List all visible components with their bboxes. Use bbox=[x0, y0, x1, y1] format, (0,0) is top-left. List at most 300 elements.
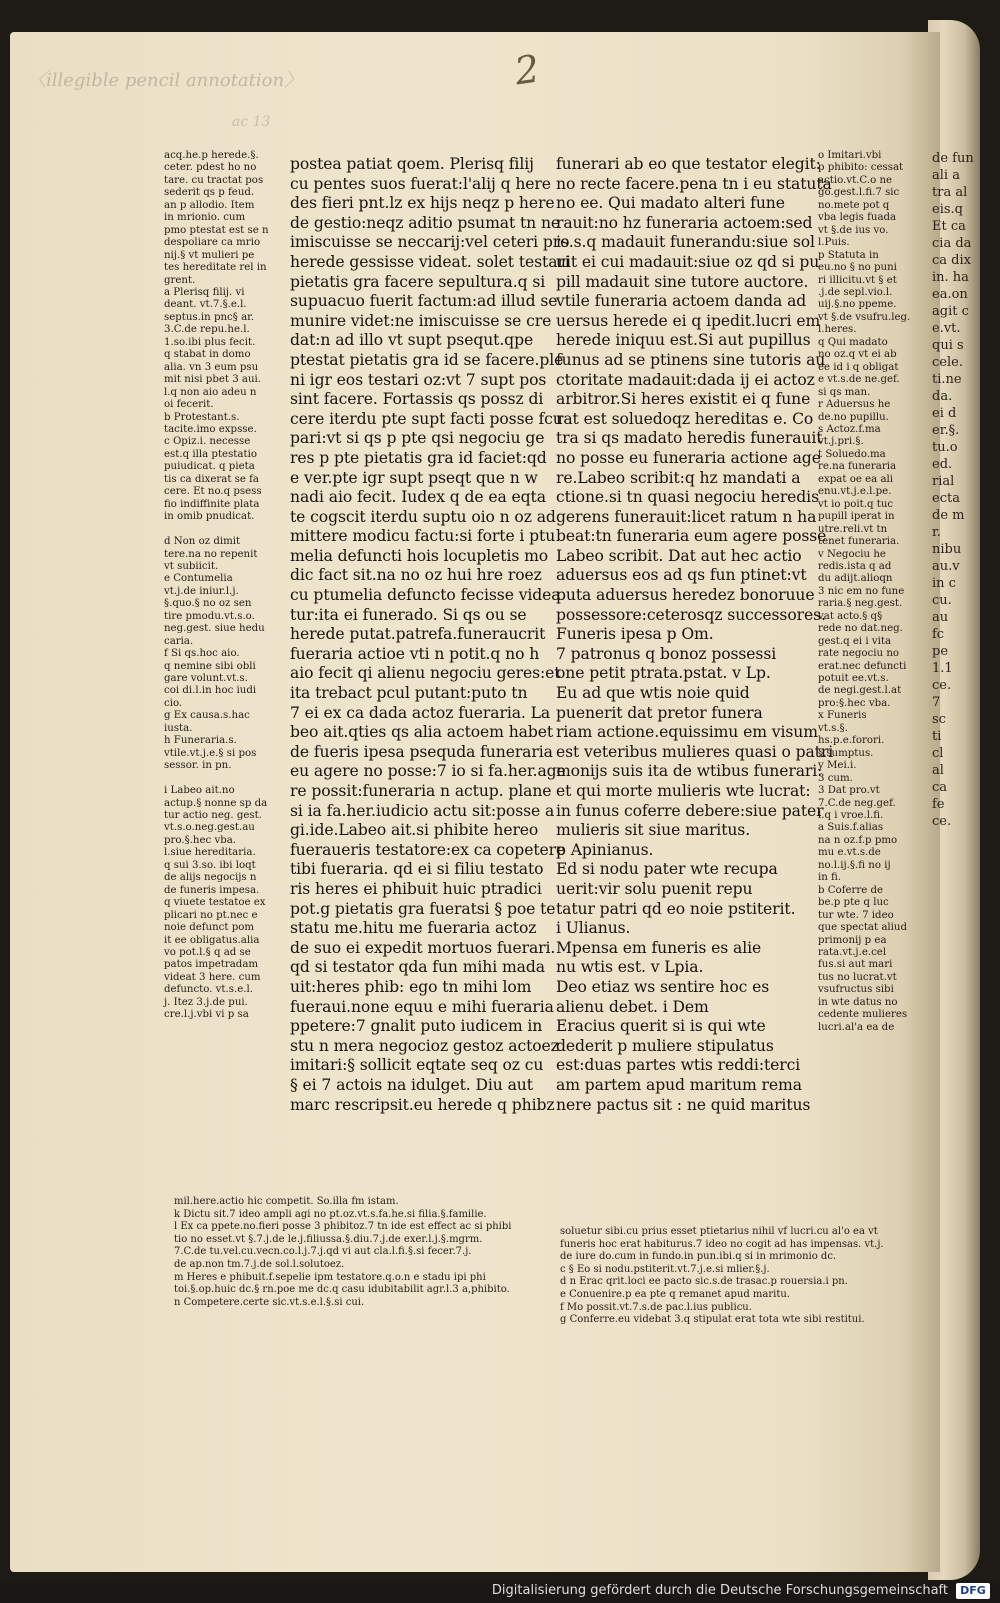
text-line: ita trebact pcul putant:puto tn bbox=[290, 684, 528, 703]
text-line: a Plerisq filij. vi bbox=[164, 286, 245, 298]
text-line: lucri.al'a ea de bbox=[818, 1021, 895, 1033]
text-line: nu wtis est. v Lpia. bbox=[556, 958, 704, 977]
text-line: herede gessisse videat. solet testari bbox=[290, 252, 570, 271]
text-line: uerit:vir solu puenit repu bbox=[556, 879, 753, 898]
text-line: si ia fa.her.iudicio actu sit:posse a bbox=[290, 801, 555, 820]
text-line: it ee obligatus.alia bbox=[164, 934, 260, 946]
text-line: in fi. bbox=[818, 872, 842, 884]
text-line: fus.si aut mari bbox=[818, 959, 893, 971]
text-line: aduersus eos ad qs fun ptinet:vt bbox=[556, 566, 807, 585]
text-line: gerens funerauit:licet ratum n ha bbox=[556, 507, 817, 526]
text-line: §.quo.§ no oz sen bbox=[164, 598, 252, 610]
text-line: cl bbox=[932, 746, 944, 761]
text-line: b Coferre de bbox=[818, 884, 884, 896]
text-line: Labeo scribit. Dat aut hec actio bbox=[556, 546, 802, 565]
text-line: coi di.l.in hoc iudi bbox=[164, 685, 257, 697]
text-line: iusta. bbox=[164, 722, 193, 734]
text-line: Funeris ipesa p Om. bbox=[556, 625, 714, 644]
text-line: est veteribus mulieres quasi o patri bbox=[556, 742, 834, 761]
text-line: 1.1 bbox=[932, 661, 953, 676]
text-line: de funeris impesa. bbox=[164, 884, 260, 896]
text-line: tes hereditate rel in bbox=[164, 262, 267, 274]
text-line: in wte datus no bbox=[818, 996, 898, 1008]
text-line: ti bbox=[932, 729, 942, 744]
text-line: cio. bbox=[164, 697, 183, 709]
text-line: vsufructus sibi bbox=[818, 984, 894, 996]
text-line: tur actio neg. gest. bbox=[164, 810, 262, 822]
text-line: no ee. Qui madato alteri fune bbox=[556, 194, 785, 213]
text-line: fueraui.none equu e mihi fueraria bbox=[290, 997, 554, 1016]
text-line: septus.in pnc§ ar. bbox=[164, 311, 255, 323]
text-line: despoliare ca mrio bbox=[164, 237, 261, 249]
text-line: ceter. pdest ho no bbox=[164, 162, 257, 174]
text-line: i Labeo ait.no bbox=[164, 785, 235, 797]
text-line: defuncto. vt.s.e.l. bbox=[164, 984, 253, 996]
text-line: tio no esset.vt §.7.j.de le.j.filiussa.§.diu.7.j.de exer.l.j.§.mgrm. bbox=[174, 1233, 483, 1245]
text-line: postea patiat qoem. Plerisq filij bbox=[290, 155, 534, 173]
text-line: res p pte pietatis gra id faciet:qd bbox=[290, 448, 547, 467]
text-line: cu. bbox=[932, 593, 952, 608]
text-line: Mpensa em funeris es alie bbox=[556, 938, 762, 957]
text-line: funeris hoc erat habiturus.7 ideo no cogit ad has impensas. vt.j. bbox=[560, 1238, 884, 1250]
text-line: l.q i vroe.l.fi. bbox=[818, 810, 884, 822]
text-line: l.q non aio adeu n bbox=[164, 386, 257, 398]
text-line: dederit p muliere stipulatus bbox=[556, 1036, 774, 1055]
text-line: cia da bbox=[932, 236, 972, 251]
text-line: puta aduersus heredez bonoruue bbox=[556, 586, 815, 605]
dfg-logo: DFG bbox=[956, 1583, 990, 1599]
text-line: mil.here.actio hic competit. So.illa fm istam. bbox=[174, 1196, 399, 1207]
text-line: vo pot.l.§ q ad se bbox=[164, 947, 251, 958]
text-line: toi.§.op.huic dc.§ rn.poe me dc.q casu idubitabilit agr.l.3 a,phibito. bbox=[174, 1284, 510, 1296]
text-line: d Non oz dimit bbox=[164, 536, 241, 548]
text-line: no posse eu funeraria actione age bbox=[556, 448, 821, 467]
text-line: ed. bbox=[932, 457, 953, 472]
text-line: vt §.de ius vo. bbox=[818, 224, 889, 236]
text-line: tire pmodu.vt.s.o. bbox=[164, 610, 255, 622]
text-line: riam actione.equissimu em visum bbox=[556, 723, 818, 742]
text-line: §.sumptus. bbox=[818, 747, 874, 759]
text-line: possessore:ceterosqz successores. bbox=[556, 605, 826, 624]
text-line: pari:vt si qs p pte qsi negociu ge bbox=[290, 429, 545, 448]
text-line: v Negociu he bbox=[818, 548, 886, 560]
text-line: e vt.s.de ne.gef. bbox=[818, 374, 900, 386]
text-line: a Suis.f.alias bbox=[818, 822, 884, 834]
text-line: rauit:no hz funeraria actoem:sed bbox=[556, 213, 813, 232]
text-line: am partem apud maritum rema bbox=[556, 1075, 802, 1094]
text-line: s Actoz.f.ma bbox=[818, 423, 881, 435]
text-line: vt §.de vsufru.leg. bbox=[818, 311, 911, 323]
text-line: vat acto.§ q§ bbox=[818, 610, 883, 622]
text-line: ri illicitu.vt § et bbox=[818, 274, 897, 286]
text-line: l.Puis. bbox=[818, 237, 850, 249]
text-line: go.gest.l.fi.7 sic bbox=[818, 187, 900, 199]
text-line: uit:heres phib: ego tn mihi lom bbox=[290, 977, 532, 996]
text-line: Et ca bbox=[932, 219, 966, 234]
text-line: gi.ide.Labeo ait.si phibite hereo bbox=[290, 821, 539, 840]
text-line: y Mei.i. bbox=[818, 760, 857, 772]
text-line: cedente mulieres bbox=[818, 1009, 908, 1021]
text-line: eu.no § no puni bbox=[818, 262, 897, 274]
text-line: pro:§.hec vba. bbox=[818, 697, 891, 709]
text-line: videat 3 here. cum bbox=[164, 971, 261, 983]
pencil-annotation-2: ac 13 bbox=[232, 114, 271, 130]
text-line: § ei 7 actois na idulget. Diu aut bbox=[290, 1075, 533, 1094]
text-line: no.mete pot q bbox=[818, 199, 890, 211]
text-line: tra si qs madato heredis funerauit bbox=[556, 429, 823, 448]
text-line: re possit:funeraria n actup. plane bbox=[290, 782, 552, 800]
text-line: l.siue hereditaria. bbox=[164, 847, 256, 859]
text-line: p phibito: cessat bbox=[818, 162, 904, 174]
text-line: nibu bbox=[932, 542, 962, 557]
text-line: patos impetradam bbox=[164, 959, 259, 971]
text-line: 3 nic em no fune bbox=[818, 585, 905, 597]
text-line: rate negociu no bbox=[818, 648, 900, 660]
text-line: pupill iperat in bbox=[818, 511, 895, 523]
text-line: marc rescripsit.eu herede q phibz bbox=[290, 1095, 555, 1114]
bottom-right-notes bbox=[560, 1226, 920, 1326]
text-line: q stabat in domo bbox=[164, 349, 251, 361]
text-line: c § Eo si nodu.pstiterit.vt.7.j.e.si mlier.§.j. bbox=[560, 1263, 770, 1275]
text-line: caria. bbox=[164, 635, 194, 647]
text-line: d n Erac qrit.loci ee pacto sic.s.de trasac.p rouersia.i pn. bbox=[560, 1276, 848, 1288]
text-line: in mrionio. cum bbox=[164, 212, 246, 224]
text-line: mittere modicu factu:si forte i ptu bbox=[290, 527, 556, 546]
text-line: pot.g pietatis gra fueratsi § poe te bbox=[290, 899, 556, 918]
text-line: oi fecerit. bbox=[164, 399, 214, 411]
text-line: tere.na no repenit bbox=[164, 548, 258, 560]
text-line: dat:n ad illo vt supt psequt.qpe bbox=[290, 331, 534, 350]
text-line: vba legis fuada bbox=[818, 212, 897, 224]
text-line: p Apinianus. bbox=[556, 840, 654, 859]
text-line: re.na funeraria bbox=[818, 461, 897, 473]
text-line: f Mo possit.vt.7.s.de pac.l.ius publicu. bbox=[560, 1301, 752, 1313]
text-line: tare. cu tractat pos bbox=[164, 174, 264, 186]
text-line: q nemine sibi obli bbox=[164, 660, 256, 672]
text-line: fc bbox=[932, 627, 945, 642]
text-line: q sui 3.so. ibi loqt bbox=[164, 859, 256, 871]
text-line: k Dictu sit.7 ideo ampli agi no pt.oz.vt.s.fa.he.si filia.§.familie. bbox=[174, 1208, 487, 1220]
text-line: uersus herede ei q ipedit.lucri em bbox=[556, 311, 821, 330]
text-line: gest.q ei i vita bbox=[818, 635, 892, 647]
text-line: munire videt:ne imiscuisse se cre bbox=[290, 311, 552, 330]
text-line: ti.ne bbox=[932, 372, 962, 387]
text-line: de negi.gest.l.at bbox=[818, 685, 902, 697]
text-line: o Imitari.vbi bbox=[818, 150, 882, 161]
text-line: i Ulianus. bbox=[556, 919, 631, 938]
text-line: mit nisi pbet 3 aui. bbox=[164, 374, 262, 386]
text-line: m Heres e phibuit.f.sepelie ipm testatore.q.o.n e stadu ipi phi bbox=[174, 1271, 486, 1283]
text-line: herede iniquu est.Si aut pupillus bbox=[556, 331, 811, 350]
text-line: ei d bbox=[932, 406, 957, 421]
text-line: ni igr eos testari oz:vt 7 supt pos bbox=[290, 370, 547, 389]
text-line: an p allodio. Item bbox=[164, 199, 255, 211]
text-line: qui s bbox=[932, 338, 964, 353]
text-line: q Qui madato bbox=[818, 336, 888, 348]
text-line: cere iterdu pte supt facti posse fcu bbox=[290, 409, 563, 428]
text-line: de iure do.cum in fundo.in pun.ibi.q si in mrimonio dc. bbox=[560, 1251, 837, 1263]
text-line: al bbox=[932, 763, 944, 778]
text-line: in omib pnudicat. bbox=[164, 511, 255, 523]
text-line: grent. bbox=[164, 274, 196, 286]
text-line: te cogscit iterdu suptu oio n oz ad bbox=[290, 507, 556, 526]
pencil-annotation: 〈illegible pencil annotation〉 bbox=[28, 70, 303, 91]
text-line: Eu ad que wtis noie quid bbox=[556, 684, 750, 703]
text-line: eu agere no posse:7 io si fa.her.age bbox=[290, 762, 566, 781]
text-line: cere. Et no.q psess bbox=[164, 486, 262, 498]
text-line: 7 bbox=[932, 695, 941, 710]
text-line: tu.o bbox=[932, 440, 958, 455]
text-line: h Funeraria.s. bbox=[164, 735, 237, 747]
text-line: l.heres. bbox=[818, 324, 857, 336]
text-line: tatur patri qd eo noie pstiterit. bbox=[556, 899, 796, 918]
text-line: fe bbox=[932, 797, 945, 812]
text-line: de suo ei expedit mortuos fuerari. bbox=[290, 938, 556, 957]
text-line: e.vt. bbox=[932, 321, 961, 336]
text-line: pro.§.hec vba. bbox=[164, 834, 237, 846]
text-line: redis.ista q ad bbox=[818, 560, 892, 572]
text-line: ce. bbox=[932, 678, 952, 693]
text-line: 7.C.de neg.gef. bbox=[818, 797, 896, 809]
text-line: cre.l.j.vbi vi p sa bbox=[164, 1009, 249, 1021]
text-line: tra al bbox=[932, 185, 968, 200]
text-line: b Protestant.s. bbox=[164, 411, 240, 423]
text-line: 3 Dat pro.vt bbox=[818, 785, 880, 797]
text-line: 7.C.de tu.vel.cu.vecn.co.l.j.7.j.qd vi aut cla.l.fi.§.si fecer.7.j. bbox=[174, 1246, 472, 1258]
text-line: de fueris ipesa psequda funeraria bbox=[290, 742, 553, 761]
text-line: gare volunt.vt.s. bbox=[164, 673, 248, 685]
text-line: tacite.imo expsse. bbox=[164, 423, 257, 435]
text-line: imiscuisse se neccarij:vel ceteri pro bbox=[290, 233, 570, 252]
folio-number: 2 bbox=[512, 46, 543, 94]
text-line bbox=[164, 524, 282, 536]
text-line: fueraria actioe vti n potit.q no h bbox=[290, 644, 540, 663]
text-line: erat.nec defuncti bbox=[818, 660, 907, 672]
text-line: is.s.q madauit funerandu:siue sol bbox=[556, 233, 815, 252]
text-line: aio fecit qi alienu negociu geres:et bbox=[290, 664, 561, 683]
text-line: et qui morte mulieris wte lucrat: bbox=[556, 782, 811, 800]
text-line: tur:ita ei funerado. Si qs ou se bbox=[290, 605, 527, 624]
text-line: sint facere. Fortassis qs possz di bbox=[290, 390, 544, 409]
text-line: ctoritate madauit:dada ij ei actoz bbox=[556, 370, 815, 389]
text-line: mu e.vt.s.de bbox=[818, 847, 881, 859]
text-line: ea.on bbox=[932, 287, 968, 302]
text-line: actup.§ nonne sp da bbox=[164, 797, 268, 809]
text-line: cele. bbox=[932, 355, 963, 370]
text-line: ecta bbox=[932, 491, 960, 506]
text-line: puenerit dat pretor funera bbox=[556, 703, 763, 722]
text-line: enu.vt.j.e.l.pe. bbox=[818, 486, 892, 498]
text-line: rat est soluedoqz hereditas e. Co bbox=[556, 409, 814, 428]
text-line: de ap.non tm.7.j.de sol.l.solutoez. bbox=[174, 1258, 345, 1270]
text-line: puiudicat. q pieta bbox=[164, 461, 255, 473]
text-line: vt subiicit. bbox=[164, 560, 219, 572]
text-line: de m bbox=[932, 508, 965, 523]
text-line: tenet funeraria. bbox=[818, 536, 900, 548]
text-line: vt.s.o.neg.gest.au bbox=[164, 822, 255, 834]
text-line: 7 ei ex ca dada actoz fueraria. La bbox=[290, 703, 551, 722]
text-line: raria.§ neg.gest. bbox=[818, 598, 903, 610]
text-line: ctione.si tn quasi negociu heredis bbox=[556, 488, 819, 507]
text-line: Ed si nodu pater wte recupa bbox=[556, 860, 778, 879]
text-line: in c bbox=[932, 576, 956, 591]
text-line: sederit qs p feud. bbox=[164, 187, 255, 199]
text-line: nadi aio fecit. Iudex q de ea eqta bbox=[290, 488, 546, 507]
text-line: n Competere.certe sic.vt.s.e.l.§.si cui. bbox=[174, 1296, 365, 1308]
text-line: pe bbox=[932, 644, 949, 659]
text-line: beat:tn funeraria eum agere posse bbox=[556, 527, 827, 546]
text-line: de fun bbox=[932, 151, 974, 166]
text-line: supuacuo fuerit factum:ad illud se bbox=[290, 292, 558, 311]
text-line: melia defuncti hois locupletis mo bbox=[290, 546, 549, 565]
text-line: 3.C.de repu.he.l. bbox=[164, 324, 250, 336]
text-line: de gestio:neqz aditio psumat tn ne bbox=[290, 213, 561, 232]
text-line: au.v bbox=[932, 559, 960, 574]
text-line: pietatis gra facere sepultura.q si bbox=[290, 272, 546, 291]
text-line: herede putat.patrefa.funeraucrit bbox=[290, 625, 546, 644]
text-line: soluetur sibi.cu prius esset ptietarius nihil vf lucri.cu al'o ea vt bbox=[560, 1226, 878, 1237]
text-line: que spectat aliud bbox=[818, 922, 908, 934]
text-line: e Conuenire.p ea pte q remanet apud maritu. bbox=[560, 1288, 790, 1300]
text-line: plicari no pt.nec e bbox=[164, 909, 258, 921]
text-line: in. ha bbox=[932, 270, 969, 285]
text-line: fio indiffinite plata bbox=[164, 498, 260, 510]
text-line: vt.j.de iniur.l.j. bbox=[164, 585, 239, 597]
text-line: sessor. in pn. bbox=[164, 760, 232, 772]
text-line: ca dix bbox=[932, 253, 971, 268]
text-line: ca bbox=[932, 780, 948, 795]
text-line: tur wte. 7 ideo bbox=[818, 909, 894, 921]
text-line: re.Labeo scribit:q hz mandati a bbox=[556, 468, 801, 487]
text-line: pill madauit sine tutore auctore. bbox=[556, 272, 809, 291]
text-line: ppetere:7 gnalit puto iudicem in bbox=[290, 1017, 543, 1036]
text-line: 3 cum. bbox=[818, 772, 853, 784]
text-line: noie defunct pom bbox=[164, 922, 255, 934]
text-line: no oz.q vt ei ab bbox=[818, 349, 897, 361]
text-line: na n oz.f.p pmo bbox=[818, 834, 898, 846]
text-line: acq.he.p herede.§. bbox=[164, 150, 259, 161]
text-line: cu pentes suos fuerat:l'alij q here bbox=[290, 174, 551, 193]
text-line: potuit ee.vt.s. bbox=[818, 673, 889, 685]
text-line: c Opiz.i. necesse bbox=[164, 436, 251, 448]
text-line: g Conferre.eu videbat 3.q stipulat erat tota wte sibi restitui. bbox=[560, 1314, 865, 1326]
text-line: mulieris sit siue maritus. bbox=[556, 821, 751, 840]
text-line: funerari ab eo que testator elegit: bbox=[556, 155, 821, 173]
text-line: sc bbox=[932, 712, 946, 727]
text-line: uit ei cui madauit:siue oz qd si pu bbox=[556, 252, 820, 271]
funding-credit: Digitalisierung gefördert durch die Deutsche Forschungsgemeinschaft bbox=[491, 1583, 948, 1598]
text-line: be.p pte q luc bbox=[818, 897, 889, 909]
text-line: utre.reli.vt tn bbox=[818, 523, 888, 535]
text-line: x Funeris bbox=[818, 710, 867, 722]
text-line: vt io poit.q tuc bbox=[818, 498, 894, 510]
footer-bar bbox=[0, 1581, 1000, 1603]
text-line: deant. vt.7.§.e.l. bbox=[164, 299, 247, 311]
text-line: fueraueris testatore:ex ca copetere bbox=[290, 840, 566, 859]
text-line: vtile funeraria actoem danda ad bbox=[556, 292, 807, 311]
text-line: hs.p.e.forori. bbox=[818, 735, 885, 747]
text-line: in funus coferre debere:siue pater bbox=[556, 801, 824, 820]
text-line: arbitror.Si heres existit ei q fune bbox=[556, 390, 811, 409]
text-line: Deo etiaz ws sentire hoc es bbox=[556, 977, 770, 996]
text-line: eis.q bbox=[932, 202, 963, 217]
text-line: au bbox=[932, 610, 949, 625]
text-line: neg.gest. siue hedu bbox=[164, 623, 265, 635]
text-line: qd si testator qda fun mihi mada bbox=[290, 958, 545, 977]
text-line: ris heres ei phibuit huic ptradici bbox=[290, 879, 542, 898]
right-gloss-column bbox=[818, 150, 928, 1105]
text-line: si qs man. bbox=[818, 386, 871, 398]
main-text-left-column bbox=[290, 155, 570, 1114]
text-line: rata.vt.j.e.cel bbox=[818, 947, 887, 958]
text-line: r. bbox=[932, 525, 941, 540]
text-line: actio.vt.C.o ne bbox=[818, 174, 893, 186]
text-line: expat oe ea ali bbox=[818, 473, 894, 485]
text-line: imitari:§ sollicit eqtate seq oz cu bbox=[290, 1056, 544, 1075]
text-line: tibi fueraria. qd ei si filiu testato bbox=[290, 860, 544, 879]
text-line: des fieri pnt.lz ex hijs neqz p here bbox=[290, 194, 555, 213]
text-line: rede no dat.neg. bbox=[818, 623, 903, 635]
text-line: statu me.hitu me fueraria actoz bbox=[290, 919, 537, 938]
text-line: est:duas partes wtis reddi:terci bbox=[556, 1056, 801, 1075]
text-line: stu n mera negocioz gestoz actoez bbox=[290, 1036, 559, 1055]
text-line: ee id i q obligat bbox=[818, 361, 899, 373]
text-line: agit c bbox=[932, 304, 969, 319]
text-line: nij.§ vt mulieri pe bbox=[164, 249, 255, 261]
text-line: tus no lucrat.vt bbox=[818, 971, 897, 983]
text-line: f Si qs.hoc aio. bbox=[164, 648, 240, 660]
text-line: uij.§.no ppeme. bbox=[818, 299, 897, 311]
text-line: g Ex causa.s.hac bbox=[164, 710, 250, 722]
text-line: vt.s.§. bbox=[818, 722, 848, 734]
text-line: ptestat pietatis gra id se facere.ple bbox=[290, 350, 564, 369]
text-line: beo ait.qties qs alia actoem habet bbox=[290, 723, 554, 742]
text-line: ali a bbox=[932, 168, 960, 183]
text-line: pmo ptestat est se n bbox=[164, 224, 269, 236]
text-line: tis ca dixerat se fa bbox=[164, 473, 260, 485]
text-line: r Aduersus he bbox=[818, 399, 891, 411]
text-line: j. Itez 3.j.de pui. bbox=[164, 996, 248, 1008]
text-line: funus ad se ptinens sine tutoris au bbox=[556, 350, 826, 369]
text-line: vtile.vt.j.e.§ si pos bbox=[164, 747, 257, 759]
text-line: l Ex ca ppete.no.fieri posse 3 phibitoz.7 tn ide est effect ac si phibi bbox=[174, 1221, 512, 1233]
text-line: nere pactus sit : ne quid maritus bbox=[556, 1095, 811, 1114]
left-gloss-column bbox=[164, 150, 282, 1350]
text-line: de.no pupillu. bbox=[818, 411, 889, 423]
text-line: ce. bbox=[932, 814, 952, 829]
text-line: rial bbox=[932, 474, 955, 489]
text-line: 7 patronus q bonoz possessi bbox=[556, 644, 777, 663]
text-line: q viuete testatoe ex bbox=[164, 897, 266, 909]
text-line: e Contumelia bbox=[164, 573, 233, 585]
text-line: .j.de sepl.vio.l. bbox=[818, 286, 893, 298]
text-line: p Statuta in bbox=[818, 249, 879, 261]
text-line: dic fact sit.na no oz hui hre roez bbox=[290, 566, 542, 585]
text-line: no recte facere.pena tn i eu statuta bbox=[556, 174, 832, 193]
text-line: 1.so.ibi plus fecit. bbox=[164, 336, 256, 348]
text-line bbox=[164, 773, 282, 785]
text-line: Eracius querit si is qui wte bbox=[556, 1017, 766, 1036]
text-line: e ver.pte igr supt pseqt que n w bbox=[290, 468, 538, 487]
text-line: primonij p ea bbox=[818, 934, 887, 946]
text-line: alienu debet. i Dem bbox=[556, 997, 709, 1016]
text-line: cu ptumelia defuncto fecisse videa bbox=[290, 586, 561, 605]
text-line: da. bbox=[932, 389, 953, 404]
text-line: du adijt.alioqn bbox=[818, 573, 893, 585]
text-line: est.q illa ptestatio bbox=[164, 448, 257, 460]
text-line: monijs suis ita de wtibus funerari: bbox=[556, 762, 823, 781]
spine-text-fragments bbox=[932, 150, 976, 1450]
